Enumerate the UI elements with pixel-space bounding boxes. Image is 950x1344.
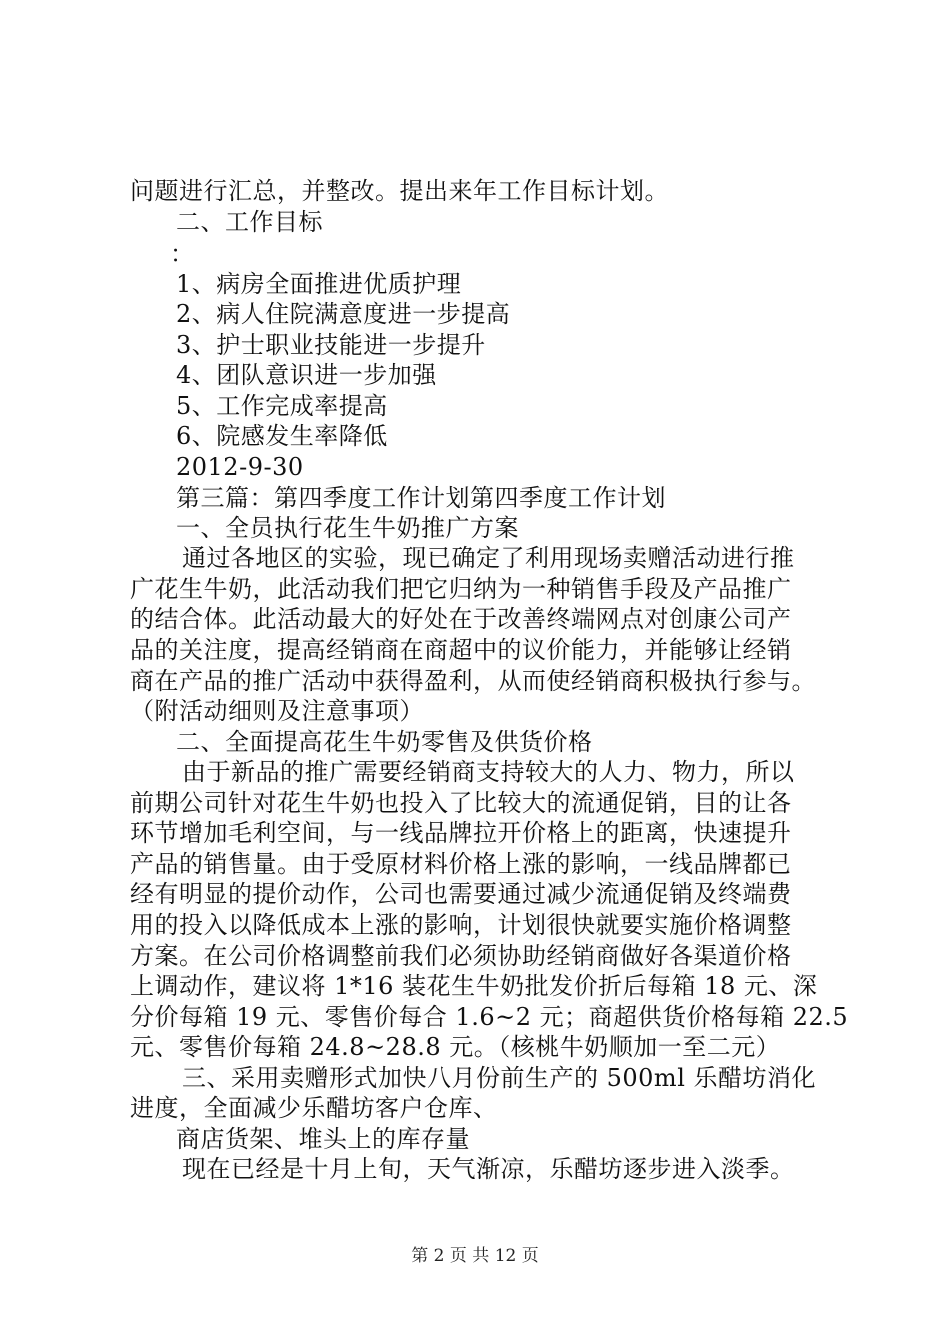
section-heading: 一、全员执行花生牛奶推广方案 — [176, 514, 519, 542]
paragraph-line: 通过各地区的实验，现已确定了利用现场卖赠活动进行推 — [182, 544, 795, 572]
text-line: ： — [170, 240, 195, 268]
paragraph-line: 品的关注度，提高经销商在商超中的议价能力，并能够让经销 — [130, 636, 792, 664]
list-item: 1、病房全面推进优质护理 — [176, 270, 462, 298]
paragraph-line: 用的投入以降低成本上涨的影响，计划很快就要实施价格调整 — [130, 911, 792, 939]
paragraph-line: 的结合体。此活动最大的好处在于改善终端网点对创康公司产 — [130, 605, 792, 633]
paragraph-line: 元、零售价每箱 24.8~28.8 元。（核桃牛奶顺加一至二元） — [130, 1033, 781, 1061]
list-item: 2、病人住院满意度进一步提高 — [176, 300, 511, 328]
paragraph-line: 环节增加毛利空间，与一线品牌拉开价格上的距离，快速提升 — [130, 819, 792, 847]
paragraph-line: （附活动细则及注意事项） — [130, 697, 424, 725]
date-line: 2012-9-30 — [176, 453, 304, 481]
section-heading: 二、工作目标 — [176, 208, 323, 236]
list-item: 4、团队意识进一步加强 — [176, 361, 437, 389]
list-item: 6、院感发生率降低 — [176, 422, 388, 450]
paragraph-line: 上调动作，建议将 1*16 装花生牛奶批发价折后每箱 18 元、深 — [130, 972, 818, 1000]
paragraph-line: 广花生牛奶，此活动我们把它归纳为一种销售手段及产品推广 — [130, 575, 792, 603]
chapter-title: 第三篇：第四季度工作计划第四季度工作计划 — [176, 484, 666, 512]
paragraph-line: 前期公司针对花生牛奶也投入了比较大的流通促销，目的让各 — [130, 789, 792, 817]
paragraph-line: 方案。在公司价格调整前我们必须协助经销商做好各渠道价格 — [130, 942, 792, 970]
paragraph-line: 产品的销售量。由于受原材料价格上涨的影响，一线品牌都已 — [130, 850, 792, 878]
paragraph-line: 商在产品的推广活动中获得盈利，从而使经销商积极执行参与。 — [130, 667, 816, 695]
list-item: 3、护士职业技能进一步提升 — [176, 331, 486, 359]
section-heading: 二、全面提高花生牛奶零售及供货价格 — [176, 728, 593, 756]
paragraph-line: 分价每箱 19 元、零售价每合 1.6~2 元；商超供货价格每箱 22.5 — [130, 1003, 849, 1031]
paragraph-line: 由于新品的推广需要经销商支持较大的人力、物力，所以 — [182, 758, 795, 786]
paragraph-line: 经有明显的提价动作，公司也需要通过减少流通促销及终端费 — [130, 880, 792, 908]
paragraph-line: 进度，全面减少乐醋坊客户仓库、 — [130, 1094, 498, 1122]
section-heading: 三、采用卖赠形式加快八月份前生产的 500ml 乐醋坊消化 — [182, 1064, 816, 1092]
paragraph-line: 现在已经是十月上旬，天气渐凉，乐醋坊逐步进入淡季。 — [182, 1155, 795, 1183]
list-item: 5、工作完成率提高 — [176, 392, 388, 420]
paragraph-line: 商店货架、堆头上的库存量 — [176, 1125, 470, 1153]
page-number-footer: 第 2 页 共 12 页 — [411, 1246, 539, 1266]
text-line: 问题进行汇总，并整改。提出来年工作目标计划。 — [130, 177, 669, 205]
